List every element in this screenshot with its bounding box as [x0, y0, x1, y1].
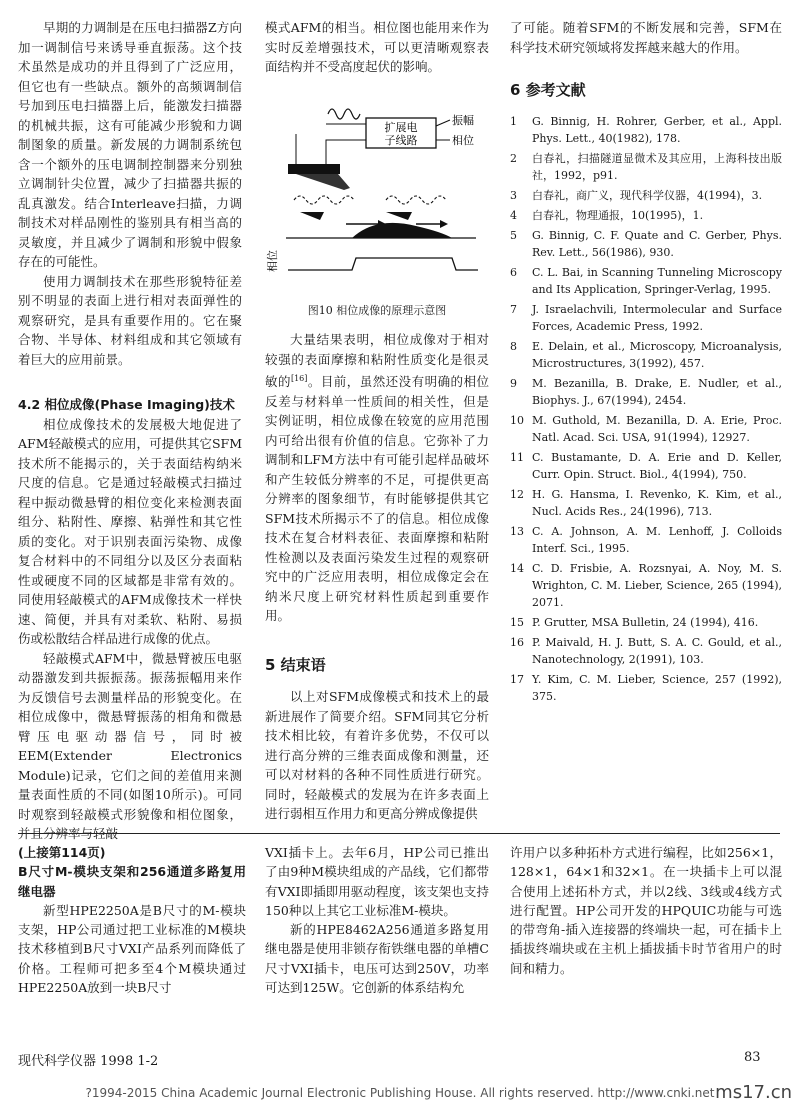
reference-text: G. Binnig, C. F. Quate and C. Gerber, Phys. Rev. Lett., 56(1986), 930.: [532, 228, 782, 259]
reference-item: [510, 375, 782, 409]
reference-number: 11: [510, 450, 524, 464]
lower-column-1: [18, 843, 246, 997]
paragraph-force-modulation: 早期的力调制是在压电扫描器Z方向加一调制信号来诱导垂直振荡。这个技术虽然是成功的并且得到了广泛应用，但它也有一些缺点。额外的高频调制信号加到压电扫描器上后，能激发扫描器的机械共振，这有可能减少形貌和力调制图象的质量。新发展的力调制系统包含一个额外的压电调制控制器来分别独立调制针尖位置，减少了扫描器共振的乱真激发。结合Interleave扫描，力调制技术对样品刚性的鉴别具有相当高的灵敏度，并且减少了调制和形貌中假象存在的可能性。: [18, 20, 242, 269]
copyright-notice: ?1994-2015 China Academic Journal Electronic Publishing House. All rights reserved. http://www.cnki.net: [85, 1086, 715, 1100]
reference-item: [510, 207, 782, 224]
reference-number: 14: [510, 561, 524, 575]
figure-10-drawing: [266, 100, 488, 280]
reference-text: J. Israelachvili, Intermolecular and Surface Forces, Academic Press, 1992.: [532, 302, 782, 333]
reference-text: M. Bezanilla, B. Drake, E. Nudler, et al., Biophys. J., 67(1994), 2454.: [532, 376, 782, 407]
reference-oscillation: [294, 196, 354, 204]
phase-output-label: 相位: [452, 134, 474, 147]
figure-10-phase-imaging-diagram: [266, 100, 488, 280]
reference-number: 7: [510, 302, 517, 316]
reference-number: 13: [510, 524, 524, 538]
reference-text: E. Delain, et al., Microscopy, Microanalysis, Microstructures, 3(1992), 457.: [532, 339, 782, 370]
reference-item: [510, 449, 782, 483]
shifted-oscillation: [386, 196, 446, 204]
reference-item: [510, 150, 782, 184]
paragraph-phase-sensitivity: 大量结果表明，相位成像对于相对较强的表面摩擦和粘附性质变化是很灵敏的[16]。目前，虽然还没有明确的相位反差与材料单一性质间的相关性，但是实例证明，相位成像在较宽的应用范围内可给出很有价值的信息。它弥补了力调制和LFM方法中有可能引起样品破坏和产生较低分辨率的不足，可提供更高分辨率的图象细节，有时能够提供其它SFM技术所揭示不了的信息。相位成像技术在复合材料表征、表面摩擦和粘附性检测以及表面污染发生过程的观察研究中的广泛应用表明，相位成像定会在纳米尺度上研究材料性质起到重要作用。: [265, 332, 489, 624]
reference-item: [510, 264, 782, 298]
reference-text: H. G. Hansma, I. Revenko, K. Kim, et al., Nucl. Acids Res., 24(1996), 713.: [532, 487, 782, 518]
reference-number: 6: [510, 265, 517, 279]
box-label-line-1: 扩展电: [384, 121, 418, 134]
column-middle: [265, 18, 489, 77]
reference-number: 15: [510, 615, 524, 629]
section-heading-6: 6 参考文献: [510, 81, 586, 99]
reference-text: C. L. Bai, in Scanning Tunneling Microscopy and Its Application, Springer-Verlag, 1995.: [532, 265, 782, 296]
reference-text: C. Bustamante, D. A. Erie and D. Keller, Curr. Opin. Struct. Biol., 4(1994), 750.: [532, 450, 782, 481]
paragraph-conclusion-end: 了可能。随着SFM的不断发展和完善，SFM在科学技术研究领域将发挥越来越大的作用。: [510, 20, 782, 55]
reference-text: 白春礼，商广义，现代科学仪器，4(1994)，3.: [532, 188, 763, 202]
reference-text: 白春礼，扫描隧道显微术及其应用，上海科技出版社，1992，p91.: [532, 151, 782, 182]
reference-text: 白春礼，物理通报，10(1995)，1.: [532, 208, 704, 222]
reference-number: 5: [510, 228, 517, 242]
reference-number: 2: [510, 151, 517, 165]
paragraph-conclusion: 以上对SFM成像模式和技术上的最新进展作了简要介绍。SFM同其它分析技术相比较，有着许多优势，不仅可以进行高分辨的三维表面成像和测量，还可以对材料的各种不同性质进行研究。同时，轻敲模式的发展为在许多表面上进行弱相互作用力和更高分辨成像提供: [265, 689, 489, 822]
column-middle-lower: [265, 330, 489, 824]
reference-number: 8: [510, 339, 517, 353]
lower-paragraph-3: 新的HPE8462A256通道多路复用继电器是使用非锁存衔铁继电器的单槽C尺寸VXI插卡，电压可达到250V，功率可达到125W。它创新的体系结构允: [265, 922, 489, 996]
section-heading-4-2: 4.2 相位成像(Phase Imaging)技术: [18, 397, 235, 412]
phase-axis-label: 相位: [266, 250, 279, 272]
reference-number: 12: [510, 487, 524, 501]
section-heading-5: 5 结束语: [265, 655, 326, 674]
paragraph-force-modulation-applications: 使用力调制技术在那些形貌特征差别不明显的表面上进行相对表面弹性的观察研究，是具有重要作用的。它在聚合物、半导体、材料组成和其它领域有着巨大的应用前景。: [18, 273, 242, 367]
column-left: [18, 18, 242, 844]
reference-text: Y. Kim, C. M. Lieber, Science, 257 (1992), 375.: [532, 672, 782, 703]
piezo-drive-holder: [288, 164, 340, 174]
continued-from-label: (上接第114页): [18, 845, 106, 860]
site-watermark: ms17.cn: [715, 1082, 792, 1103]
reference-item: [510, 671, 782, 705]
reference-text: M. Guthold, M. Bezanilla, D. A. Erie, Proc. Natl. Acad. Sci. USA, 91(1994), 12927.: [532, 413, 782, 444]
paragraph-phase-contrast: 模式AFM的相当。相位图也能用来作为实时反差增强技术，可以更清晰观察表面结构并不受高度起伏的影响。: [265, 20, 489, 74]
reference-item: [510, 227, 782, 261]
lower-paragraph-2: VXI插卡上。去年6月，HP公司已推出了由9种M模块组成的产品线，它们都带有VXI即插即用驱动程度，该支架也支持150种以上其它工业标准M-模块。: [265, 845, 489, 918]
lower-paragraph-1: 新型HPE2250A是B尺寸的M-模块支架，HP公司通过把工业标准的M模块技术移植到B尺寸VXI产品系列而降低了价格。工程师可把多至4个M模块通过HPE2250A放到一块B尺寸: [18, 902, 246, 996]
reference-item: [510, 301, 782, 335]
reference-text: G. Binnig, H. Rohrer, Gerber, et al., Appl. Phys. Lett., 40(1982), 178.: [532, 114, 782, 145]
reference-item: [510, 187, 782, 204]
box-label-line-2: 子线路: [384, 134, 418, 147]
citation-16: [16]: [290, 374, 308, 383]
reference-text: C. D. Frisbie, A. Rozsnyai, A. Noy, M. S. Wrighton, C. M. Lieber, Science, 265 (1994), 2071.: [532, 561, 782, 609]
column-right: [510, 18, 782, 708]
reference-item: [510, 614, 782, 631]
reference-number: 9: [510, 376, 517, 390]
reference-text: P. Maivald, H. J. Butt, S. A. C. Gould, et al., Nanotechnology, 2(1991), 103.: [532, 635, 782, 666]
lower-column-3: [510, 843, 782, 978]
paragraph-phase-imaging-principle: 轻敲模式AFM中，微悬臂被压电驱动器激发到共振振荡。振荡振幅用来作为反馈信号去测量样品的形貌变化。在相位成像中，微悬臂振荡的相角和微悬臂压电驱动器信号，同时被EEM(Extender Electronics Module)记录，它们之间的差值用来测量表面性质的不同(如图10所示)。可同时观察到轻敲模式形貌像和相位图象，并且分辨率与轻敲: [18, 650, 242, 841]
section-divider: [18, 833, 780, 834]
page-number: 83: [744, 1050, 761, 1065]
drive-signal-wave: [328, 109, 360, 119]
reference-number: 16: [510, 635, 524, 649]
reference-number: 3: [510, 188, 517, 202]
reference-number: 10: [510, 413, 524, 427]
reference-item: [510, 523, 782, 557]
paragraph-phase-imaging-intro: 相位成像技术的发展极大地促进了AFM轻敲模式的应用，可提供其它SFM技术所不能揭示的，关于表面结构纳米尺度的信息。它是通过轻敲模式扫描过程中振动微悬臂的相位变化来检测表面组分、粘附性、摩擦、粘弹性和其它性质的变化。对于识别表面污染物、成像复合材料中的不同组分以及区分表面粘性或硬度不同的区域都是非常有效的。同使用轻敲模式的AFM成像技术一样快速、简便，并具有对柔软、粘附、易损伤或松散结合样品进行成像的优点。: [18, 416, 242, 646]
lower-article-title: B尺寸M-模块支架和256通道多路复用继电器: [18, 864, 246, 899]
cantilever: [296, 174, 350, 190]
reference-number: 1: [510, 114, 517, 128]
reference-list: [510, 113, 782, 705]
journal-footer: 现代科学仪器 1998 1-2: [18, 1054, 159, 1069]
amplitude-label: 振幅: [452, 114, 474, 127]
reference-item: [510, 634, 782, 668]
reference-item: [510, 338, 782, 372]
reference-item: [510, 412, 782, 446]
figure-10-caption: 图10 相位成像的原理示意图: [307, 304, 447, 317]
phase-signal-trace: [288, 258, 478, 270]
reference-number: 17: [510, 672, 524, 686]
reference-text: P. Grutter, MSA Bulletin, 24 (1994), 416.: [532, 615, 759, 629]
reference-item: [510, 560, 782, 611]
reference-item: [510, 486, 782, 520]
reference-number: 4: [510, 208, 517, 222]
lower-column-2: [265, 843, 489, 997]
reference-text: C. A. Johnson, A. M. Lenhoff, J. Colloids Interf. Sci., 1995.: [532, 524, 782, 555]
reference-item: [510, 113, 782, 147]
surface-feature: [352, 223, 452, 238]
lower-paragraph-4: 许用户以多种拓朴方式进行编程，比如256×1，128×1，64×1和32×1。在一块插卡上可以混合使用上述拓朴方式，并以2线、3线或4线方式进行配置。HP公司开发的HPQUIC功能与可选的带弯角-插入连接器的终端块一起，可在插卡上插拔终端块或在主机上插拔插卡时节省用户的时间和精力。: [510, 845, 782, 976]
